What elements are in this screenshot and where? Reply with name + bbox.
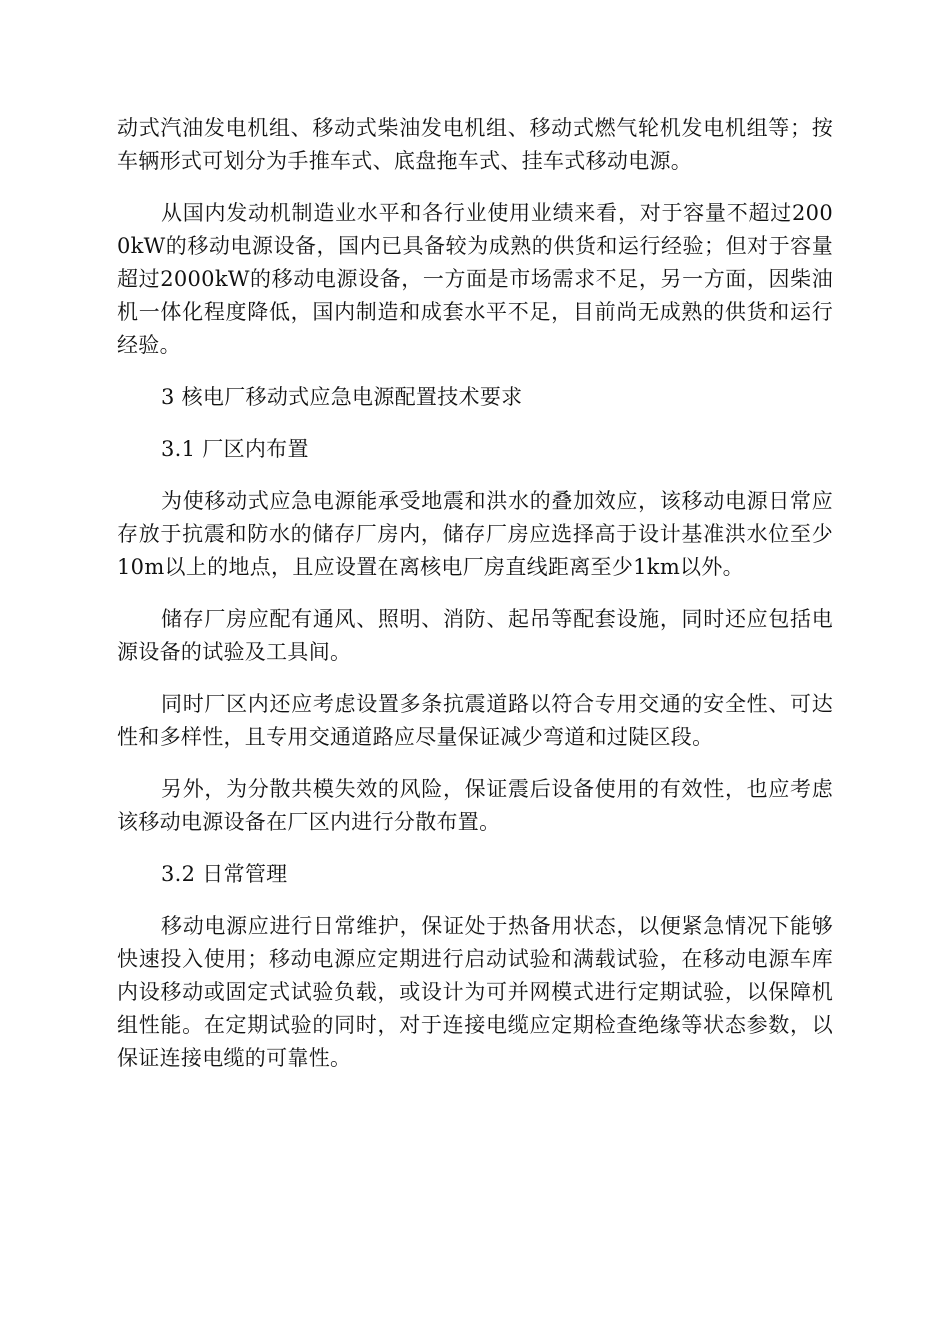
section-heading-3: 3 核电厂移动式应急电源配置技术要求 [161,385,523,409]
paragraph-domestic-experience: 从国内发动机制造业水平和各行业使用业绩来看，对于容量不超过2000kW的移动电源设备，国内已具备较为成熟的供货和运行经验；但对于容量超过2000kW的移动电源设备，一方面是市场需求不足，另一方面，因柴油机一体化程度降低，国内制造和成套水平不足，目前尚无成熟的供货和运行经验。 [117,201,833,357]
paragraph-vehicle-types: 动式汽油发电机组、移动式柴油发电机组、移动式燃气轮机发电机组等；按车辆形式可划分为手推车式、底盘拖车式、挂车式移动电源。 [117,116,833,173]
paragraph-distributed-layout: 另外，为分散共模失效的风险，保证震后设备使用的有效性，也应考虑该移动电源设备在厂区内进行分散布置。 [117,777,833,834]
paragraph-daily-maintenance: 移动电源应进行日常维护，保证处于热备用状态，以便紧急情况下能够快速投入使用；移动电源应定期进行启动试验和满载试验，在移动电源车库内设移动或固定式试验负载，或设计为可并网模式进行定期试验，以保障机组性能。在定期试验的同时，对于连接电缆应定期检查绝缘等状态参数，以保证连接电缆的可靠性。 [117,914,833,1070]
paragraph-storage-location: 为使移动式应急电源能承受地震和洪水的叠加效应，该移动电源日常应存放于抗震和防水的储存厂房内，储存厂房应选择高于设计基准洪水位至少10m以上的地点，且应设置在离核电厂房直线距离至少1km以外。 [117,489,833,579]
paragraph-storage-facilities: 储存厂房应配有通风、照明、消防、起吊等配套设施，同时还应包括电源设备的试验及工具间。 [117,607,833,664]
document-body [117,112,833,1094]
paragraph-seismic-roads: 同时厂区内还应考虑设置多条抗震道路以符合专用交通的安全性、可达性和多样性，且专用交通道路应尽量保证减少弯道和过陡区段。 [117,692,833,749]
section-heading-3-1: 3.1 厂区内布置 [161,437,309,461]
section-heading-3-2: 3.2 日常管理 [161,862,288,886]
